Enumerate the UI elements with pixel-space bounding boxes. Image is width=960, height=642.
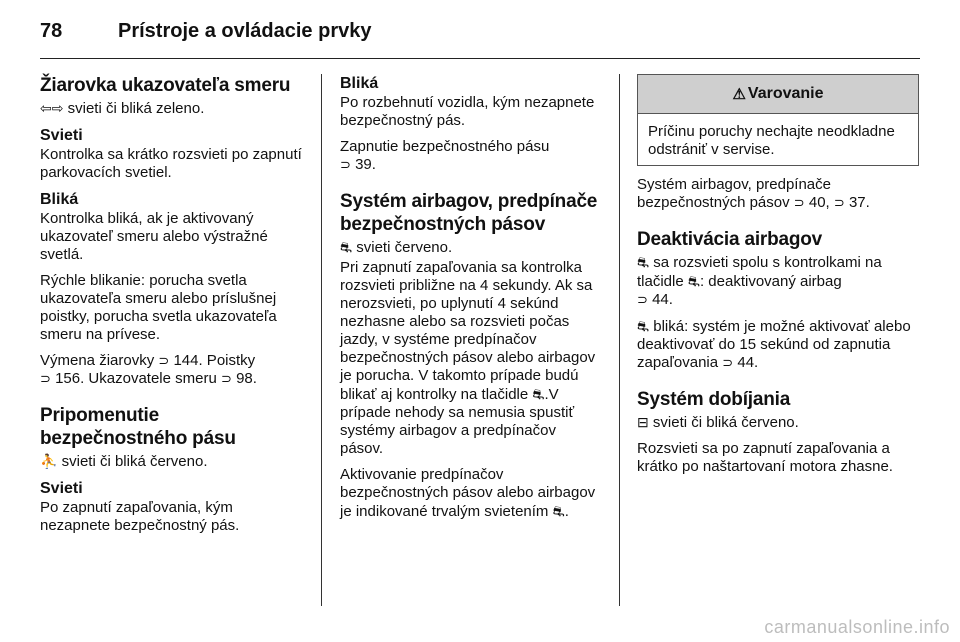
seatbelt-desc: ⛹ svieti či bliká červeno. <box>40 453 208 470</box>
heading-on-2: Svieti <box>40 480 83 497</box>
airbag-off-icon: ⛐ <box>532 386 545 402</box>
deactivation-text: ⛐ sa rozsvieti spolu s kontrolkami na tlačidle ⛐: deaktivovaný airbag ⊃ 44. <box>637 254 882 308</box>
airbag-desc: ⛐ svieti červeno. <box>340 239 453 256</box>
airbag-icon: ⛐ <box>340 239 353 255</box>
warning-body <box>638 114 918 165</box>
activation-text: Aktivovanie predpínačov bezpečnostných pásov alebo airbagov je indikované trvalým svietením ⛐. <box>340 466 596 520</box>
heading-turn-signal: Žiarovka ukazovateľa smeru <box>40 75 291 96</box>
warning-text: Príčinu poruchy nechajte neodkladne odstrániť v servise. <box>648 123 895 158</box>
heading-seatbelt-reminder: Pripomenutie bezpečnostného pásu <box>40 405 236 449</box>
page-ref-arrow-icon: ⊃ <box>637 292 648 307</box>
column-1 <box>40 74 302 543</box>
airbag-icon: ⛐ <box>552 503 565 519</box>
header-divider <box>40 58 920 59</box>
page-ref-arrow-icon: ⊃ <box>722 355 734 370</box>
watermark: carmanualsonline.info <box>764 617 950 637</box>
heading-airbag-deactivation: Deaktivácia airbagov <box>637 229 823 250</box>
page-ref-arrow-icon: ⊃ <box>833 195 845 210</box>
heading-on: Svieti <box>40 127 83 144</box>
page-ref-arrow-icon: ⊃ <box>340 157 351 172</box>
page-header <box>40 14 920 54</box>
on-text: Kontrolka sa krátko rozsvieti po zapnutí parkovacích svetiel. <box>40 146 302 181</box>
replace-bulb-text: Výmena žiarovky ⊃ 144. Poistky ⊃ 156. Ukazovatele smeru ⊃ 98. <box>40 352 257 387</box>
page-ref-arrow-icon: ⊃ <box>158 353 170 368</box>
blink-text: Kontrolka bliká, ak je aktivovaný ukazovateľ smeru alebo výstražné svetlá. <box>40 210 268 263</box>
charging-desc: ⊟ svieti či bliká červeno. <box>637 414 799 431</box>
fasten-belt-ref: Zapnutie bezpečnostného pásu ⊃ 39. <box>340 138 550 173</box>
airbag-off-icon: ⛐ <box>687 273 700 289</box>
heading-airbag-system: Systém airbagov, predpínače bezpečnostných pásov <box>340 191 598 235</box>
column-2 <box>340 74 602 529</box>
airbag-off-icon: ⛐ <box>637 254 650 270</box>
warning-box <box>637 74 919 166</box>
airbag-off-icon: ⛐ <box>637 318 650 334</box>
charging-text: Rozsvieti sa po zapnutí zapaľovania a krátko po naštartovaní motora zhasne. <box>637 440 893 475</box>
turn-signal-icon: ⇦⇨ <box>40 100 64 116</box>
heading-charging-system: Systém dobíjania <box>637 389 791 410</box>
column-divider-2 <box>619 74 620 606</box>
battery-icon: ⊟ <box>637 414 649 430</box>
turn-signal-desc: ⇦⇨ svieti či bliká zeleno. <box>40 100 205 117</box>
page-number: 78 <box>40 20 63 42</box>
heading-blink-2: Bliká <box>340 75 379 92</box>
on2-text: Po zapnutí zapaľovania, kým nezapnete bezpečnostný pás. <box>40 499 240 534</box>
column-divider-1 <box>321 74 322 606</box>
heading-blink: Bliká <box>40 191 79 208</box>
warning-title: Varovanie <box>747 85 824 102</box>
seatbelt-icon: ⛹ <box>40 453 58 469</box>
column-3 <box>637 74 919 484</box>
warning-triangle-icon: ⚠ <box>732 86 746 103</box>
blink2-text: Po rozbehnutí vozidla, kým nezapnete bezpečnostný pás. <box>340 94 595 129</box>
page-ref-arrow-icon: ⊃ <box>793 195 805 210</box>
airbag-system-ref: Systém airbagov, predpínače bezpečnostných pásov ⊃ 40, ⊃ 37. <box>637 176 870 211</box>
page-ref-arrow-icon: ⊃ <box>40 371 51 386</box>
page-ref-arrow-icon: ⊃ <box>221 371 232 386</box>
deactivation-blink-text: ⛐ bliká: systém je možné aktivovať alebo deaktivovať do 15 sekúnd od zapnutia zapaľovania ⊃ 44. <box>637 318 911 371</box>
fast-blink-text: Rýchle blikanie: porucha svetla ukazovateľa smeru alebo príslušnej poistky, porucha svetla ukazovateľa smeru na prívese. <box>40 272 277 343</box>
ignition-text: Pri zapnutí zapaľovania sa kontrolka rozsvieti približne na 4 sekundy. Ak sa nerozsvieti, po uplynutí 4 sekúnd nezhasne alebo sa rozsvieti počas jazdy, v systéme predpínačov bezpečnostných pásov alebo airbagov je porucha. V takomto prípade budú blikať aj kontrolky na tlačidle ⛐.V prípade nehody sa nemusia spustiť systémy airbagov a predpínačov pásov. <box>340 259 596 457</box>
warning-header <box>638 75 918 114</box>
page-title: Prístroje a ovládacie prvky <box>118 20 372 42</box>
